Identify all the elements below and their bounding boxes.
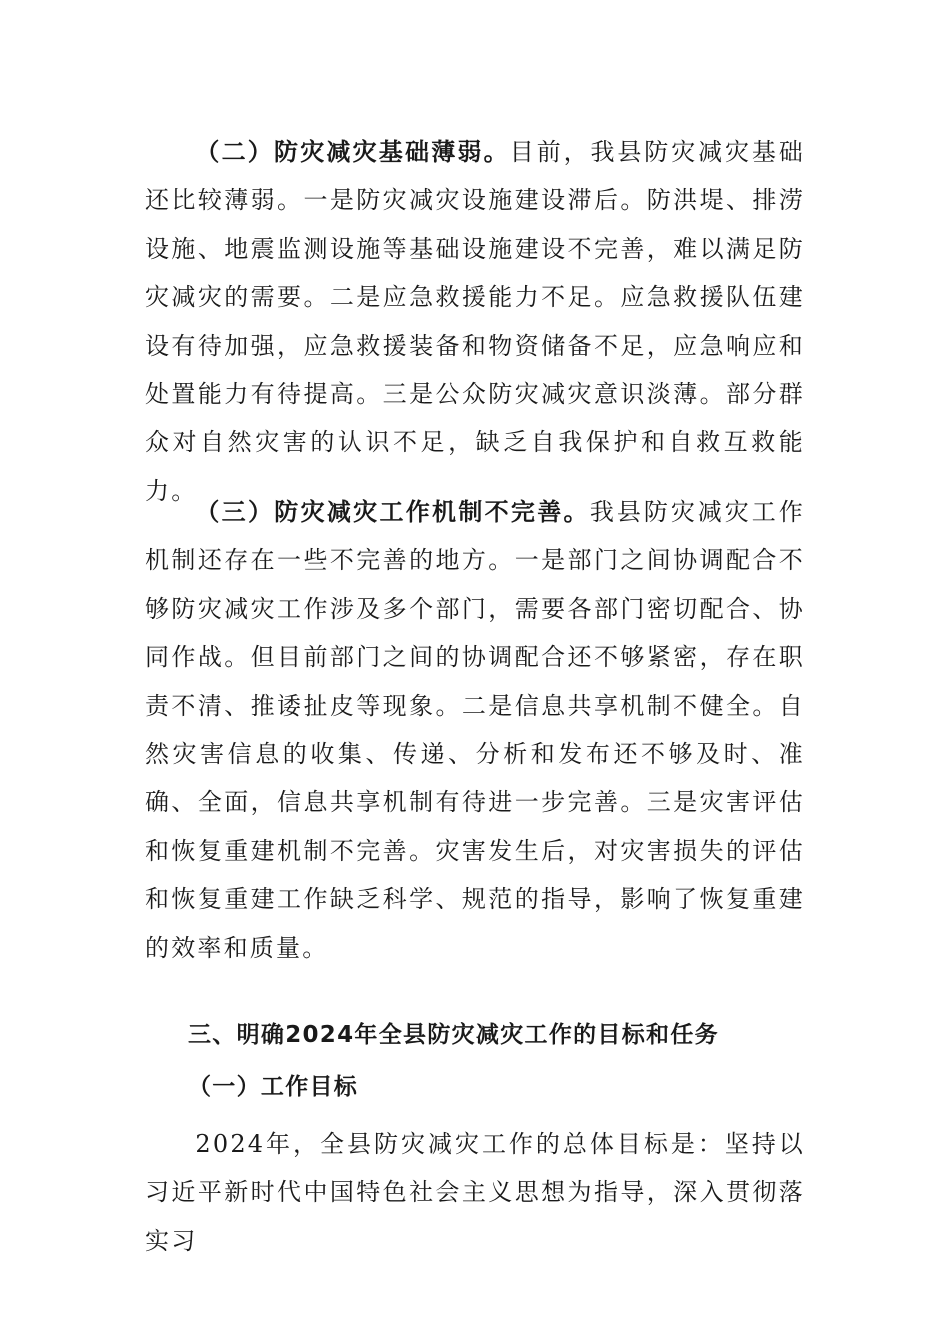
paragraph-body-text: 我县防灾减灾工作机制还存在一些不完善的地方。一是部门之间协调配合不够防灾减灾工作涉及多个部门，需要各部门密切配合、协同作战。但目前部门之间的协调配合还不够紧密，存在职责不清、推诿扯皮等现象。二是信息共享机制不健全。自然灾害信息的收集、传递、分析和发布还不够及时、准确、全面，信息共享机制有待进一步完善。三是灾害评估和恢复重建机制不完善。灾害发生后，对灾害损失的评估和恢复重建工作缺乏科学、规范的指导，影响了恢复重建的效率和质量。 — [145, 498, 805, 962]
paragraph-work-goal: 2024年，全县防灾减灾工作的总体目标是：坚持以习近平新时代中国特色社会主义思想为指导，深入贯彻落实习 — [145, 1130, 805, 1255]
paragraph-disaster-foundation — [145, 128, 805, 515]
paragraph-work-mechanism — [145, 488, 805, 972]
section-heading: 三、明确2024年全县防灾减灾工作的目标和任务 — [188, 1022, 719, 1048]
paragraph-lead-heading: （三）防灾减灾工作机制不完善。 — [195, 498, 590, 526]
paragraph-lead-heading: （二）防灾减灾基础薄弱。 — [195, 138, 510, 166]
paragraph-body-text: 目前，我县防灾减灾基础还比较薄弱。一是防灾减灾设施建设滞后。防洪堤、排涝设施、地震监测设施等基础设施建设不完善，难以满足防灾减灾的需要。二是应急救援能力不足。应急救援队伍建设有待加强，应急救援装备和物资储备不足，应急响应和处置能力有待提高。三是公众防灾减灾意识淡薄。部分群众对自然灾害的认识不足，缺乏自我保护和自救互救能力。 — [145, 138, 805, 505]
subsection-heading: （一）工作目标 — [188, 1074, 359, 1100]
